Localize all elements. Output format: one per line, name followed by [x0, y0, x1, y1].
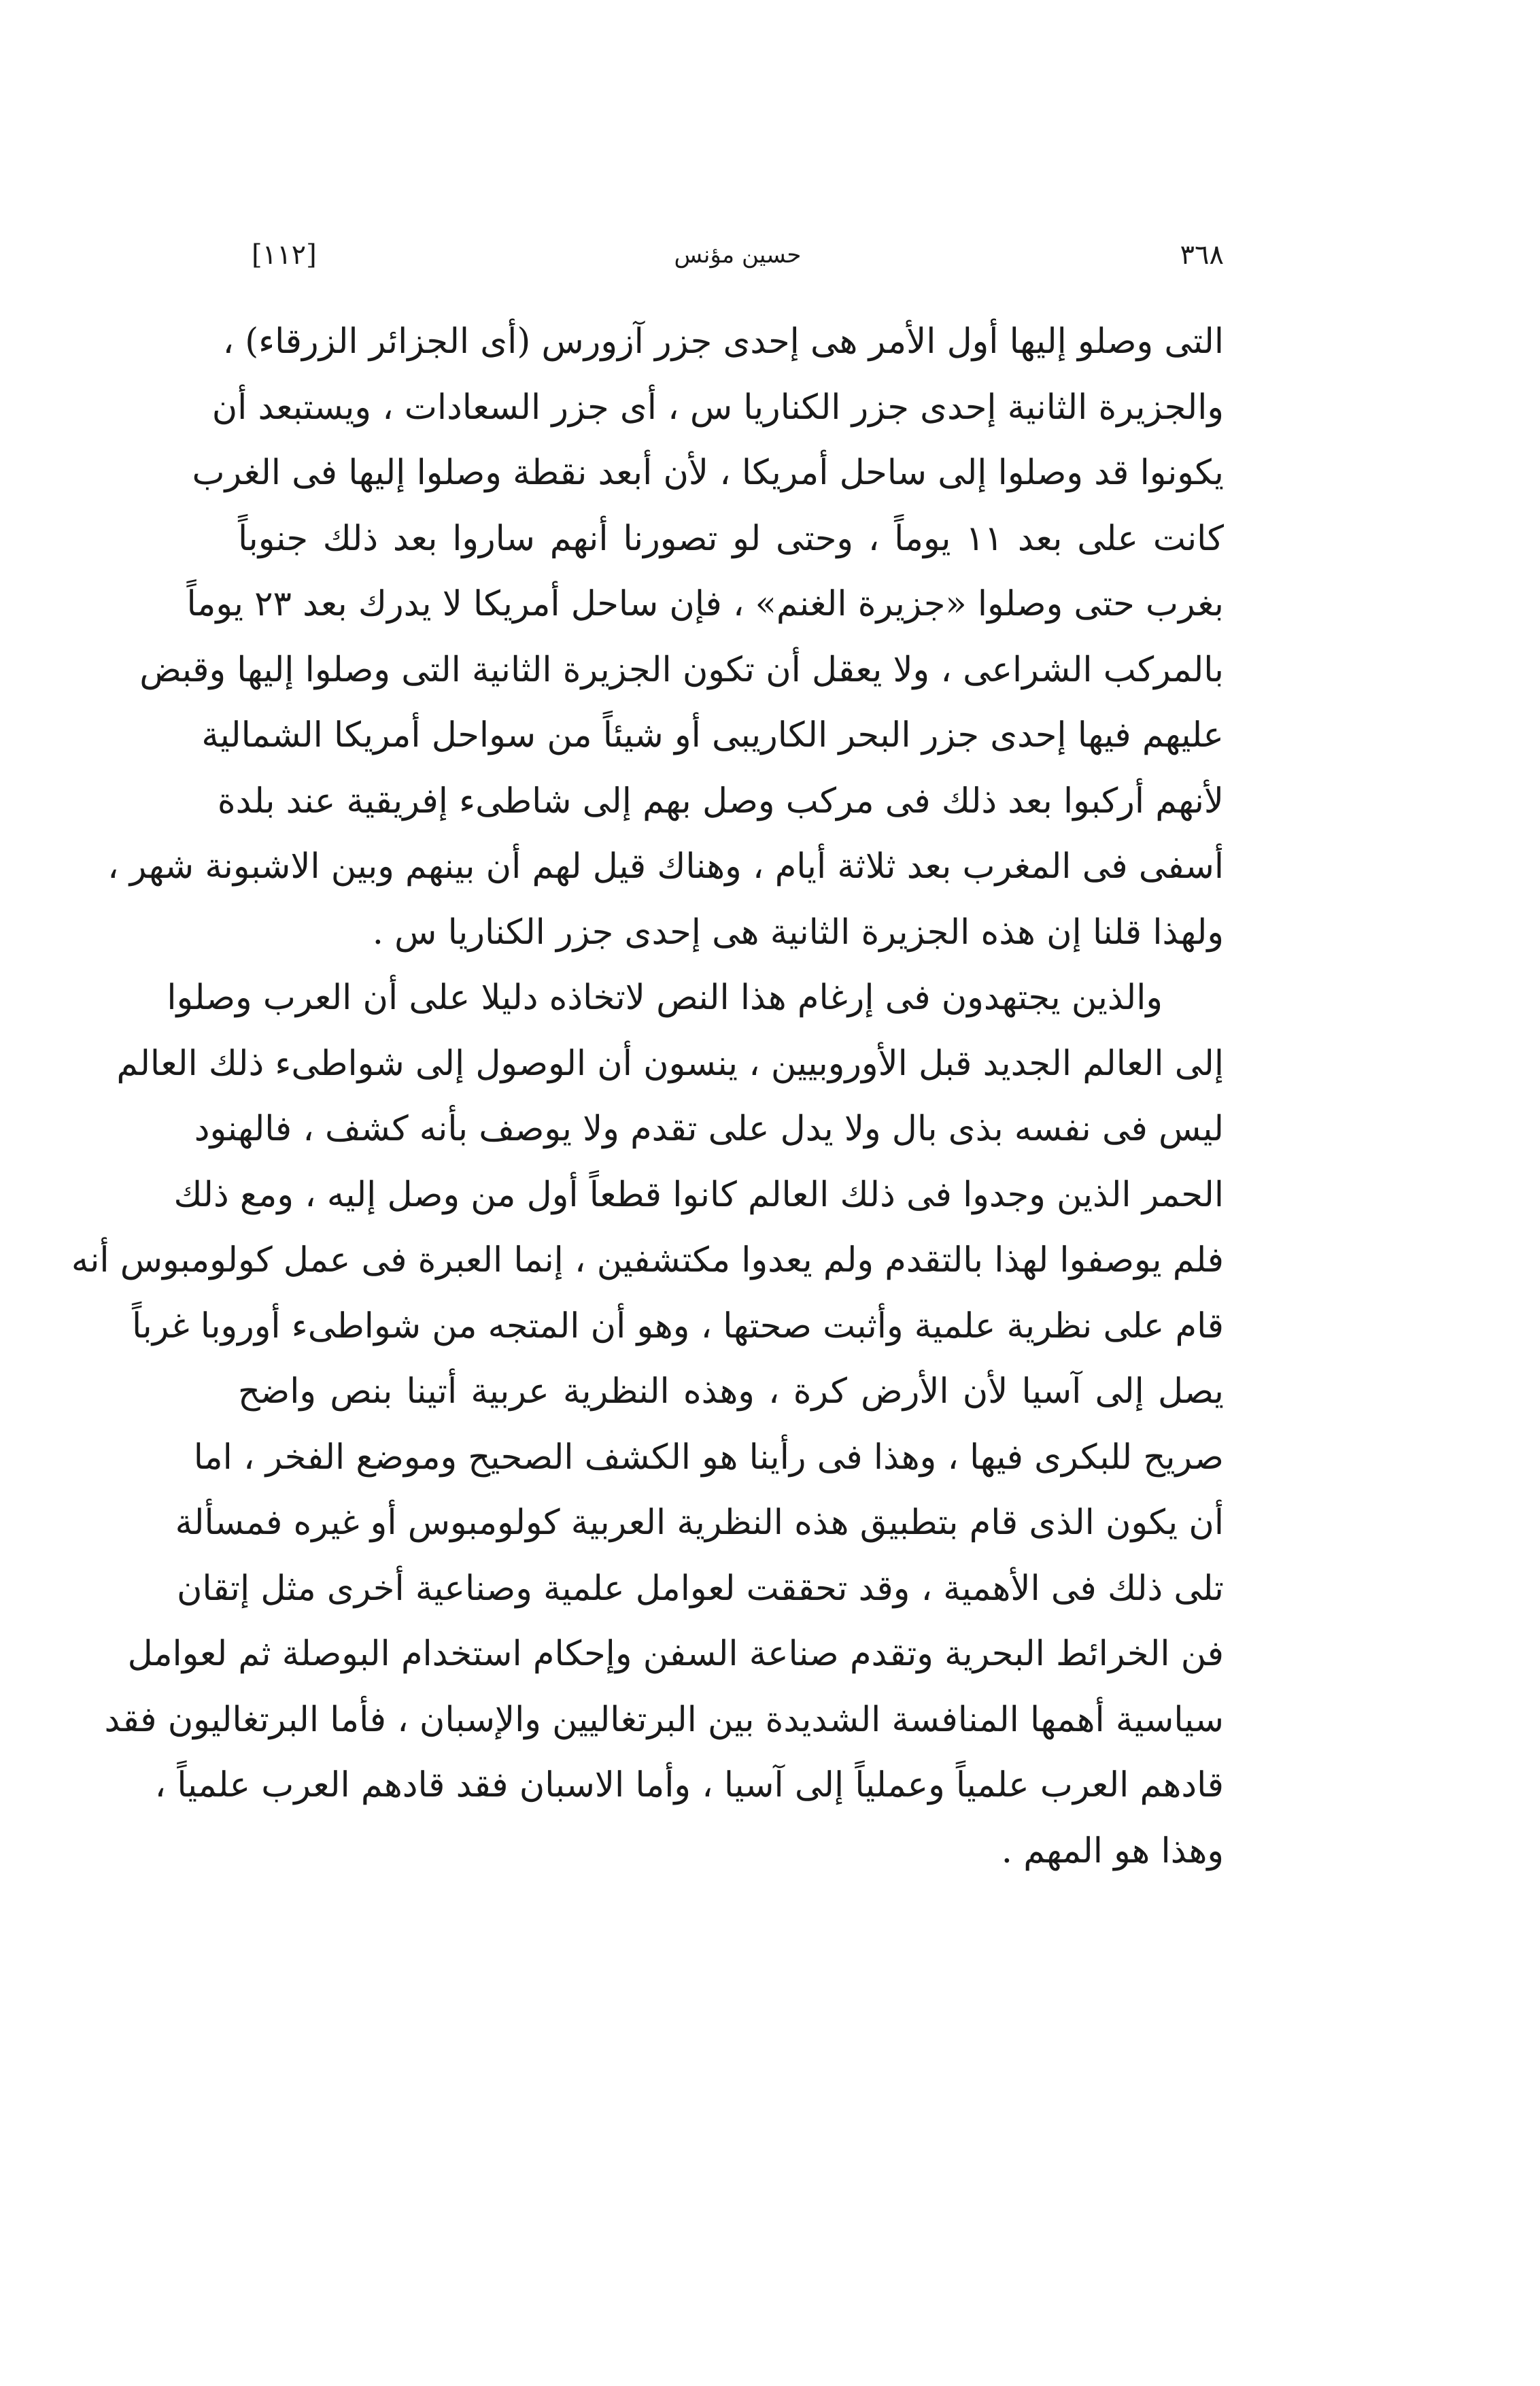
text-line: عليهم فيها إحدى جزر البحر الكاريبى أو شيئاً من سواحل أمريكا الشمالية	[201, 715, 1224, 755]
paragraph-2	[71, 966, 1224, 1884]
text-line: صريح للبكرى فيها ، وهذا فى رأينا هو الكشف الصحيح وموضع الفخر ، اما	[193, 1437, 1224, 1478]
text-line: وهذا هو المهم .	[1001, 1830, 1224, 1871]
text-line: كانت على بعد ١١ يوماً ، وحتى لو تصورنا أنهم ساروا بعد ذلك جنوباً	[238, 518, 1224, 559]
body-text	[71, 309, 1224, 1884]
text-line: إلى العالم الجديد قبل الأوروبيين ، ينسون أن الوصول إلى شواطىء ذلك العالم	[116, 1043, 1224, 1084]
text-line: يصل إلى آسيا لأن الأرض كرة ، وهذه النظرية عربية أتينا بنص واضح	[238, 1371, 1224, 1412]
text-line: تلى ذلك فى الأهمية ، وقد تحققت لعوامل علمية وصناعية أخرى مثل إتقان	[176, 1568, 1224, 1609]
text-line: فن الخرائط البحرية وتقدم صناعة السفن وإحكام استخدام البوصلة ثم لعوامل	[127, 1634, 1224, 1674]
text-line: التى وصلو إليها أول الأمر هى إحدى جزر آزورس (أى الجزائر الزرقاء) ،	[222, 322, 1224, 362]
text-line: الحمر الذين وجدوا فى ذلك العالم كانوا قطعاً أول من وصل إليه ، ومع ذلك	[173, 1174, 1224, 1215]
text-line: بالمركب الشراعى ، ولا يعقل أن تكون الجزيرة الثانية التى وصلوا إليها وقبض	[139, 649, 1224, 690]
page-header	[252, 235, 1224, 282]
text-line: بغرب حتى وصلوا «جزيرة الغنم» ، فإن ساحل أمريكا لا يدرك بعد ٢٣ يوماً	[186, 584, 1224, 624]
text-line: والجزيرة الثانية إحدى جزر الكناريا س ، أى جزر السعادات ، ويستبعد أن	[211, 387, 1224, 428]
section-reference: [١١٢]	[252, 239, 317, 271]
text-line: قادهم العرب علمياً وعملياً إلى آسيا ، وأما الاسبان فقد قادهم العرب علمياً ،	[154, 1765, 1224, 1805]
text-line: لأنهم أركبوا بعد ذلك فى مركب وصل بهم إلى شاطىء إفريقية عند بلدة	[217, 781, 1224, 821]
page-number: ٣٦٨	[1180, 239, 1224, 271]
text-line: والذين يجتهدون فى إرغام هذا النص لاتخاذه دليلا على أن العرب وصلوا	[167, 978, 1163, 1018]
text-line: أسفى فى المغرب بعد ثلاثة أيام ، وهناك قيل لهم أن بينهم وبين الاشبونة شهر ،	[107, 847, 1224, 887]
text-line: أن يكون الذى قام بتطبيق هذه النظرية العربية كولومبوس أو غيره فمسألة	[175, 1503, 1224, 1543]
paragraph-1	[107, 309, 1224, 966]
text-line: قام على نظرية علمية وأثبت صحتها ، وهو أن المتجه من شواطىء أوروبا غرباً	[131, 1306, 1224, 1346]
text-line: فلم يوصفوا لهذا بالتقدم ولم يعدوا مكتشفين ، إنما العبرة فى عمل كولومبوس أنه	[71, 1240, 1224, 1280]
text-line: ليس فى نفسه بذى بال ولا يدل على تقدم ولا يوصف بأنه كشف ، فالهنود	[194, 1109, 1224, 1149]
running-head-author: حسين مؤنس	[674, 241, 802, 269]
text-line: سياسية أهمها المنافسة الشديدة بين البرتغاليين والإسبان ، فأما البرتغاليون فقد	[104, 1699, 1224, 1740]
text-line: يكونوا قد وصلوا إلى ساحل أمريكا ، لأن أبعد نقطة وصلوا إليها فى الغرب	[192, 453, 1224, 493]
text-line: ولهذا قلنا إن هذه الجزيرة الثانية هى إحدى جزر الكناريا س .	[372, 912, 1224, 953]
